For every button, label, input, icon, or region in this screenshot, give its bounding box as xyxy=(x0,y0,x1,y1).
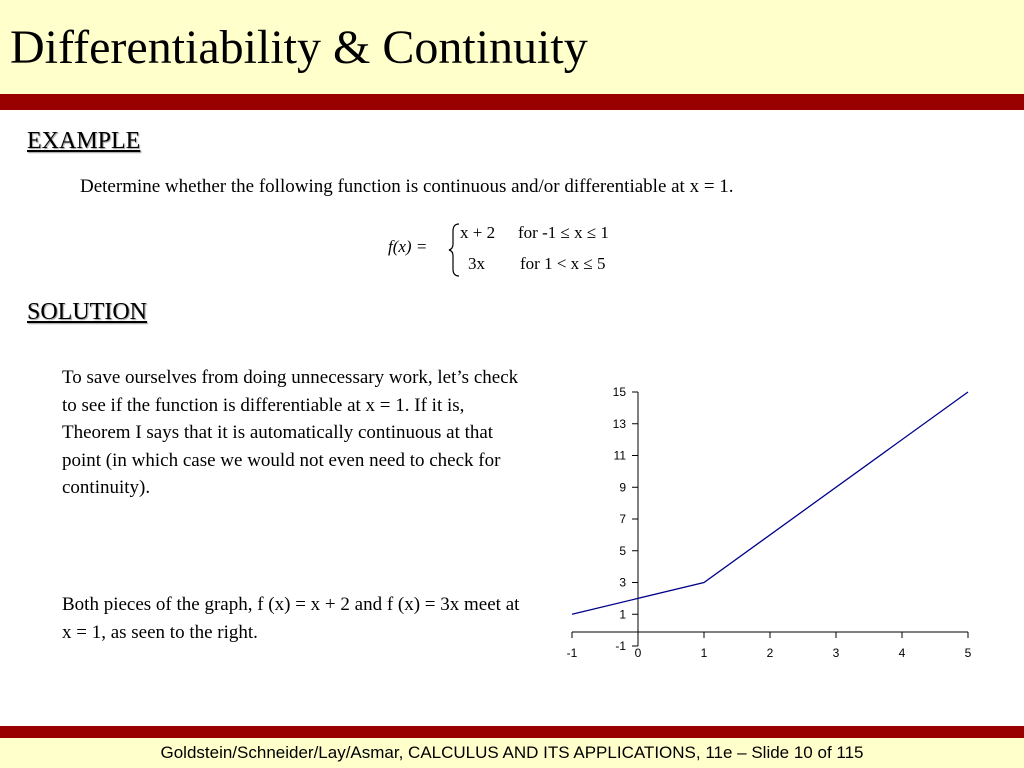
y-tick-label: 15 xyxy=(612,385,626,399)
example-prompt: Determine whether the following function is continuous and/or differentiable at x = 1. xyxy=(80,176,734,197)
x-tick-label: 0 xyxy=(634,646,642,660)
footer-divider xyxy=(0,726,1024,738)
piecewise-formula xyxy=(388,222,648,278)
x-tick-label: -1 xyxy=(566,646,578,660)
x-tick-label: 3 xyxy=(832,646,840,660)
y-tick-label: -1 xyxy=(615,639,626,653)
slide-footer: Goldstein/Schneider/Lay/Asmar, CALCULUS AND ITS APPLICATIONS, 11e – Slide 10 of 115 xyxy=(160,743,864,762)
formula-piece1-expr: x + 2 xyxy=(460,223,496,242)
x-tick-label: 5 xyxy=(964,646,972,660)
y-tick-label: 9 xyxy=(619,480,626,495)
formula-piece2-expr: 3x xyxy=(468,254,485,273)
y-tick-label: 3 xyxy=(619,575,626,590)
solution-heading: SOLUTION xyxy=(27,299,147,325)
formula-piece2-cond: for 1 < x ≤ 5 xyxy=(520,254,606,273)
y-tick-label: 11 xyxy=(613,448,626,463)
y-tick-label: 1 xyxy=(619,607,626,622)
y-tick-label: 13 xyxy=(612,416,626,431)
y-tick-label: 7 xyxy=(619,512,626,526)
header-divider xyxy=(0,94,1024,110)
function-line xyxy=(572,392,968,614)
formula-lhs: f(x) = xyxy=(388,237,428,256)
example-heading: EXAMPLE xyxy=(27,128,141,154)
y-tick-label: 5 xyxy=(619,543,626,558)
x-tick-label: 1 xyxy=(700,646,708,660)
slide-title: Differentiability & Continuity xyxy=(10,21,588,74)
formula-piece1-cond: for -1 ≤ x ≤ 1 xyxy=(518,223,609,242)
function-graph xyxy=(555,378,995,668)
x-tick-label: 4 xyxy=(898,646,906,660)
x-tick-label: 2 xyxy=(766,646,774,660)
solution-paragraph-1: To save ourselves from doing unnecessary work, let’s check to see if the function is differentiable at x = 1. If it is, Theorem I says that it is automatically continuous at that point (in which case we would not even need to check for continuity). xyxy=(62,367,519,498)
solution-paragraph-2: Both pieces of the graph, f (x) = x + 2 and f (x) = 3x meet at x = 1, as seen to the right. xyxy=(62,594,520,643)
